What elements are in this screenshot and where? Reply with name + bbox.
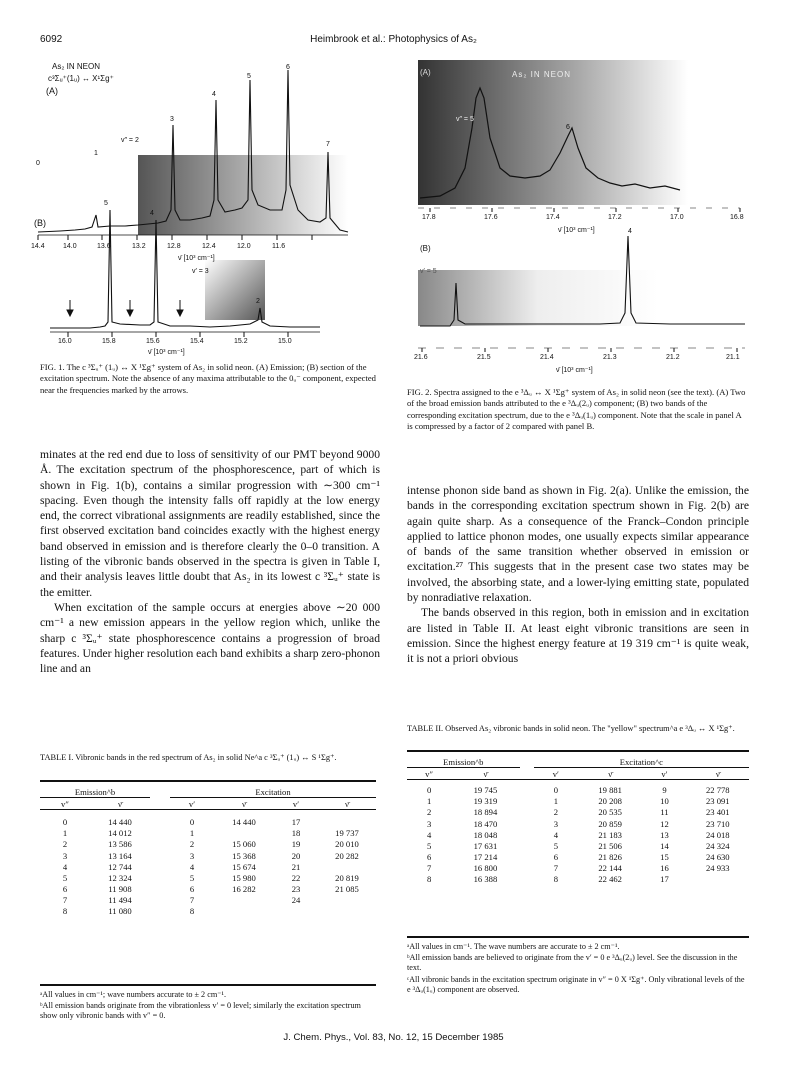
axis-label: ν̄ [10³ cm⁻¹] <box>148 349 185 356</box>
tick-label: 17.6 <box>484 214 498 221</box>
table2-footnote-a: ᵃAll values in cm⁻¹. The wave numbers are accurate to ± 2 cm⁻¹. <box>407 942 620 951</box>
column-header: v″ <box>425 768 434 779</box>
table-row: 3 13 164 3 15 368 20 20 282 <box>62 850 359 861</box>
table1-title: TABLE I. Vibronic bands in the red spectrum of As₂ in solid Ne^a c ³Σᵤ⁺ (1ᵤ) ↔ S ¹Σg⁺. <box>40 753 337 762</box>
scan-shading <box>138 155 348 235</box>
table2-footnote-b: ᵇAll emission bands are believed to originate from the v′ = 0 e ³Δᵤ(2ᵤ) level. See the discussion in the text. <box>407 953 738 973</box>
tick-label: 16.0 <box>58 338 72 345</box>
table-row: 0 14 440 0 14 440 17 <box>62 816 301 827</box>
fig1-panel-a: (A) <box>46 86 58 96</box>
tick-label: 21.4 <box>540 354 554 361</box>
fig2-panel-b: (B) <box>420 244 431 253</box>
column-header: v″ <box>61 798 69 809</box>
tick-label: 17.2 <box>608 214 622 221</box>
body-text-right <box>407 483 749 667</box>
column-group-header: Excitation <box>170 786 376 798</box>
tick-label: 12.0 <box>237 243 251 250</box>
table-row: 1 19 319 1 20 208 10 23 091 <box>426 796 730 807</box>
column-header: ν̄ <box>242 798 246 809</box>
paragraph: The bands observed in this region, both in emission and in excitation are listed in Table II. At least eight vibronic transitions are seen in emission. Since the highest energy feature at 19 319 cm⁻¹ is quite weak, it is not a priori obvious <box>407 606 749 666</box>
table1-footnote-b: ᵇAll emission bands originate from the vibrationless v′ = 0 level; similarly the excitation spectrum show only vibronic bands with v″ = 0. <box>40 1001 361 1021</box>
table-rule <box>407 750 749 752</box>
table-row: 4 12 744 4 15 674 21 <box>62 861 301 872</box>
column-header: ν̄ <box>118 798 122 809</box>
table-row: 7 16 800 7 22 144 16 24 933 <box>426 863 730 874</box>
paragraph: When excitation of the sample occurs at energies above ∼20 000 cm⁻¹ a new emission appears in the yellow region which, unlike the sharp c ³Σᵤ⁺ state phosphorescence contains a progression of broad features. Under higher resolution each band exhibits a sharp zero-phonon line and an <box>40 600 380 676</box>
column-group-header: Excitation^c <box>534 756 749 768</box>
peak-label: 5 <box>247 73 251 80</box>
arrow-markers <box>67 300 183 316</box>
table-1 <box>40 786 376 917</box>
tick-label: 21.1 <box>726 354 740 361</box>
page-number: 6092 <box>40 34 63 45</box>
tick-label: 17.4 <box>546 214 560 221</box>
tick-label: 15.6 <box>146 338 160 345</box>
fig2-panel-a: (A) <box>420 68 431 77</box>
tick-label: 21.6 <box>414 354 428 361</box>
tick-label: 17.0 <box>670 214 684 221</box>
peak-label: 6 <box>566 124 570 131</box>
fig1-caption: FIG. 1. The c ³Σᵤ⁺ (1ᵤ) ↔ X ¹Σg⁺ system of As₂ in solid neon. (A) Emission; (B) section of the excitation spectrum. Note the absence of any maxima attributable to the 0ᵤ⁻ component, expected near the frequencies marked by the arrows. <box>40 362 376 395</box>
column-header: ν̄ <box>608 768 613 779</box>
body-text-left <box>40 447 380 676</box>
table-row: 0 19 745 0 19 881 9 22 778 <box>426 784 730 795</box>
table-row: 5 17 631 5 21 506 14 24 324 <box>426 840 730 851</box>
peak-label: 3 <box>170 116 174 123</box>
table-row: 8 16 388 8 22 462 17 <box>426 874 669 885</box>
axis-label: ν̄ [10³ cm⁻¹] <box>556 367 593 374</box>
fig2-caption: FIG. 2. Spectra assigned to the e ³Δᵤ ↔ X ¹Σg⁺ system of As₂ in solid neon (see the text). (A) Two of the broad emission bands attributed to the e ³Δᵤ(2ᵤ) component; (B) two bands of the corresponding excitation spectrum, due to the e ³Δᵤ(1ᵤ) component. Note that the scale in panel A is compressed by a factor of 2 compared with panel B. <box>407 387 746 432</box>
column-header: ν̄ <box>345 798 349 809</box>
tick-label: 15.4 <box>190 338 204 345</box>
fig1-a-transition: c³Σᵤ⁺(1ᵤ) ↔ X¹Σg⁺ <box>48 74 114 83</box>
table1-footnote-a: ᵃAll values in cm⁻¹; wave numbers accurate to ± 2 cm⁻¹. <box>40 990 227 999</box>
axis-label: ν̄ [10³ cm⁻¹] <box>558 227 595 234</box>
table-rule <box>40 984 376 986</box>
peak-label: v′ = 5 <box>420 268 437 275</box>
column-header: v′ <box>552 768 559 779</box>
paragraph: minates at the red end due to loss of sensitivity of our PMT beyond 9000 Å. The excitation spectrum of the phosphorescence, part of which is shown in Fig. 1(b), contains a similar progression with ∼300 cm⁻¹ spacing. Even though the intensity falls off rapidly at the low energy end, the correct vibrational assignments are readily established, since the first observed excitation band coincides exactly with the highest energy band observed in emission and is therefore clearly the 0–0 transition. A listing of the vibronic bands observed in the spectra is given in Table I, and their analysis leaves little doubt that As₂ in its lowest c ³Σᵤ⁺ state is the emitter. <box>40 448 380 599</box>
peak-label: 0 <box>36 160 40 167</box>
tick-label: 21.2 <box>666 354 680 361</box>
tick-label: 21.3 <box>603 354 617 361</box>
table-rule <box>407 936 749 938</box>
peak-label: 4 <box>212 91 216 98</box>
table-row: 5 12 324 5 15 980 22 20 819 <box>62 872 359 883</box>
peak-label: 4 <box>150 210 154 217</box>
column-group-header: Emission^b <box>407 756 520 768</box>
running-title: Heimbrook et al.: Photophysics of As₂ <box>310 34 477 45</box>
table2-footnote-c: ᶜAll vibronic bands in the excitation spectrum originate in v″ = 0 X ¹Σg⁺. Only vibrational levels of the e ³Δᵤ(1ᵤ) component are observed. <box>407 975 745 995</box>
peak-label: 1 <box>94 150 98 157</box>
tick-label: 17.8 <box>422 214 436 221</box>
tick-label: 14.0 <box>63 243 77 250</box>
tick-label: 15.0 <box>278 338 292 345</box>
table-row: 2 13 586 2 15 060 19 20 010 <box>62 839 359 850</box>
table-row: 2 18 894 2 20 535 11 23 401 <box>426 807 730 818</box>
tick-label: 16.8 <box>730 214 744 221</box>
scan-shading <box>418 60 688 205</box>
column-header: v′ <box>188 798 196 809</box>
tick-label: 15.2 <box>234 338 248 345</box>
tick-label: 15.8 <box>102 338 116 345</box>
column-header: ν̄ <box>715 768 720 779</box>
tick-label: 14.4 <box>31 243 45 250</box>
table-row: 4 18 048 4 21 183 13 24 018 <box>426 829 730 840</box>
tick-label: 12.8 <box>167 243 181 250</box>
table-row: 6 11 908 6 16 282 23 21 085 <box>62 884 359 895</box>
table-rule <box>40 780 376 782</box>
figure-1 <box>30 60 360 360</box>
table-row: 3 18 470 3 20 859 12 23 710 <box>426 818 730 829</box>
tick-label: 21.5 <box>477 354 491 361</box>
peak-label: v″ = 2 <box>121 137 139 144</box>
fig1-a-title: As₂ IN NEON <box>52 62 100 71</box>
figure-2 <box>410 58 750 378</box>
table-2 <box>407 756 749 885</box>
tick-label: 12.4 <box>202 243 216 250</box>
peak-label: v′ = 3 <box>192 268 209 275</box>
scan-shading-b <box>205 260 265 320</box>
table-row: 7 11 494 7 24 <box>62 895 301 906</box>
column-header: v′ <box>661 768 668 779</box>
axis-label: ν̄ [10³ cm⁻¹] <box>178 255 215 262</box>
column-header: ν̄ <box>483 768 488 779</box>
peak-label: 7 <box>326 141 330 148</box>
tick-label: 13.2 <box>132 243 146 250</box>
peak-label: 6 <box>286 64 290 71</box>
table-row: 8 11 080 8 <box>62 906 195 917</box>
peak-label: 2 <box>256 298 260 305</box>
tick-label: 13.6 <box>97 243 111 250</box>
table-row: 1 14 012 1 18 19 737 <box>62 828 359 839</box>
journal-footer: J. Chem. Phys., Vol. 83, No. 12, 15 December 1985 <box>283 1032 504 1043</box>
fig1-panel-b: (B) <box>34 218 46 228</box>
table2-title: TABLE II. Observed As₂ vibronic bands in solid neon. The "yellow" spectrum^a e ³Δᵤ ↔ X ¹Σg⁺. <box>407 724 735 733</box>
peak-label: 4 <box>628 228 632 235</box>
peak-label: 5 <box>104 200 108 207</box>
column-group-header: Emission^b <box>40 786 150 798</box>
tick-label: 11.6 <box>272 243 286 250</box>
fig2-a-title: As₂ IN NEON <box>512 70 571 79</box>
table-row: 6 17 214 6 21 826 15 24 630 <box>426 852 730 863</box>
paragraph: intense phonon side band as shown in Fig. 2(a). Unlike the emission, the bands in the corresponding excitation spectrum shown in Fig. 2(b) are again quite sharp. As a consequence of the Franck–Condon principle applied to lattice phonon modes, one usually expects similar appearance of bands of the same transition whether observed in emission or excitation.²⁷ This suggests that in the present case two states may be involved, the absorbing state, and a lower-lying emitting state, populated by nonradiative relaxation. <box>407 484 749 605</box>
column-header: v′ <box>292 798 300 809</box>
peak-label: v″ = 5 <box>456 116 474 123</box>
